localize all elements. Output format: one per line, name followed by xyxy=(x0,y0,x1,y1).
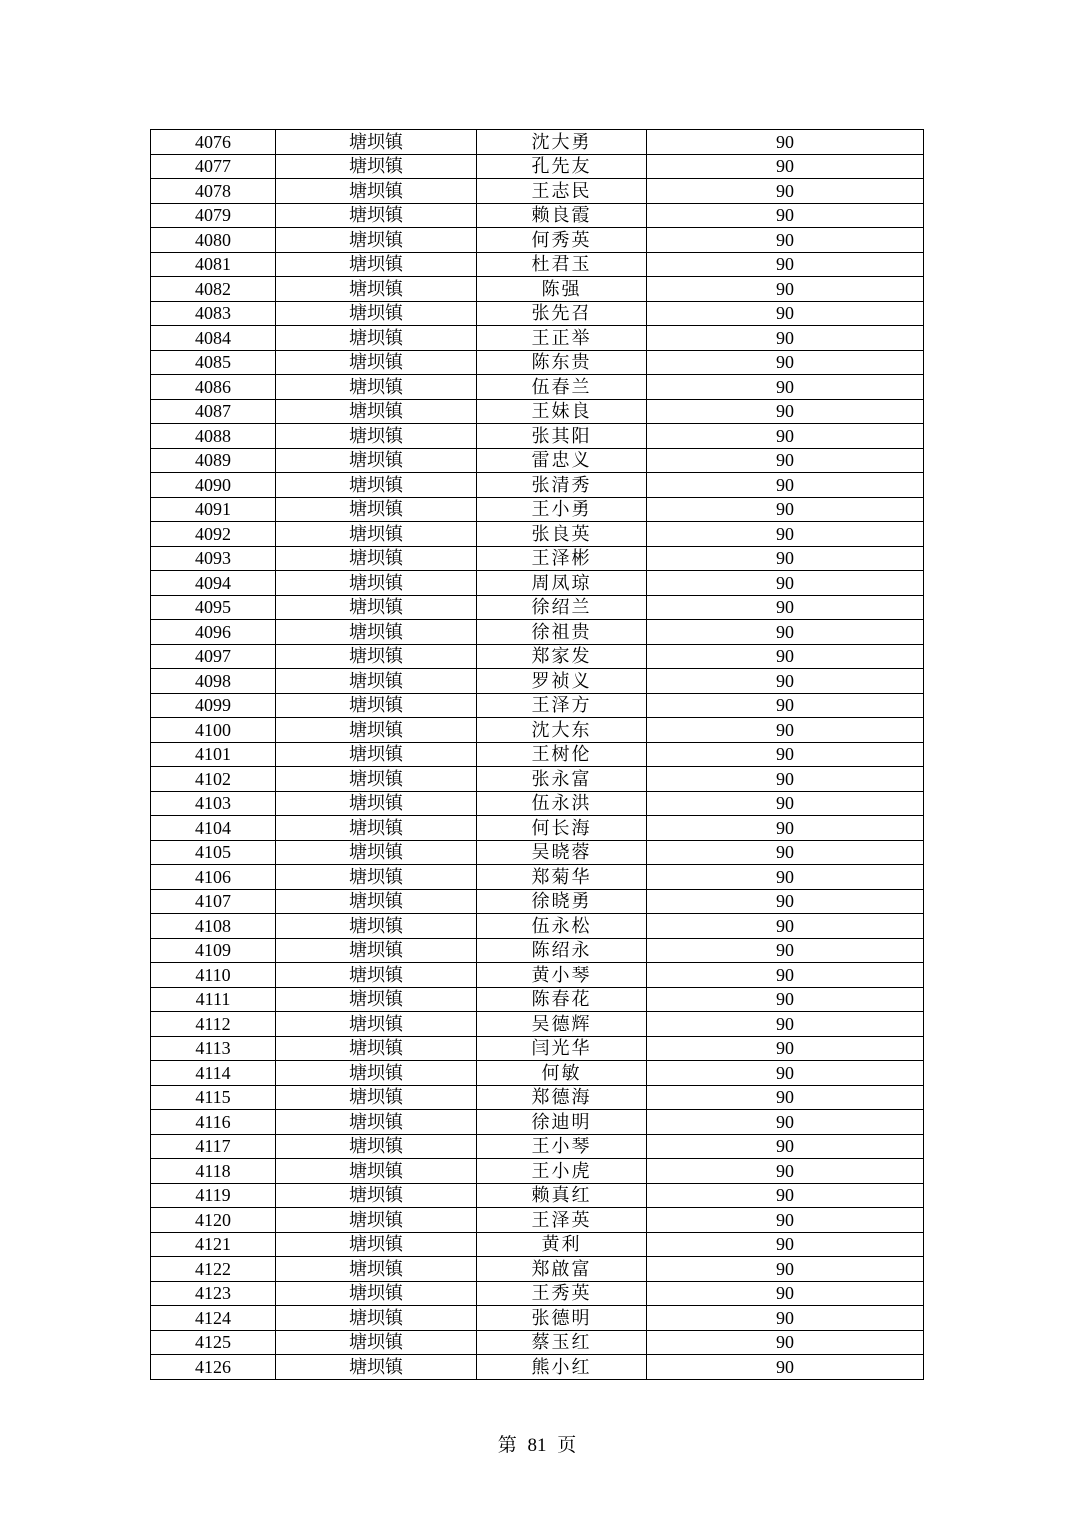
amount-cell: 90 xyxy=(647,742,924,767)
amount-cell: 90 xyxy=(647,203,924,228)
township-cell: 塘坝镇 xyxy=(276,1208,477,1233)
name-cell: 闫光华 xyxy=(477,1036,647,1061)
serial-number-cell: 4080 xyxy=(151,228,276,253)
page-label-prefix: 第 xyxy=(497,1435,517,1456)
township-cell: 塘坝镇 xyxy=(276,473,477,498)
amount-cell: 90 xyxy=(647,1257,924,1282)
township-cell: 塘坝镇 xyxy=(276,1355,477,1380)
name-cell: 吴晓蓉 xyxy=(477,840,647,865)
amount-cell: 90 xyxy=(647,522,924,547)
serial-number-cell: 4076 xyxy=(151,130,276,155)
table-row xyxy=(151,228,924,253)
table-row xyxy=(151,938,924,963)
table-row xyxy=(151,718,924,743)
table-row xyxy=(151,1036,924,1061)
name-cell: 张德明 xyxy=(477,1306,647,1331)
table-row xyxy=(151,473,924,498)
amount-cell: 90 xyxy=(647,767,924,792)
amount-cell: 90 xyxy=(647,693,924,718)
serial-number-cell: 4079 xyxy=(151,203,276,228)
amount-cell: 90 xyxy=(647,1208,924,1233)
township-cell: 塘坝镇 xyxy=(276,718,477,743)
table-row xyxy=(151,301,924,326)
name-cell: 徐迪明 xyxy=(477,1110,647,1135)
serial-number-cell: 4112 xyxy=(151,1012,276,1037)
name-cell: 赖良霞 xyxy=(477,203,647,228)
table-row xyxy=(151,1281,924,1306)
serial-number-cell: 4095 xyxy=(151,595,276,620)
name-cell: 王小虎 xyxy=(477,1159,647,1184)
township-cell: 塘坝镇 xyxy=(276,179,477,204)
township-cell: 塘坝镇 xyxy=(276,424,477,449)
serial-number-cell: 4122 xyxy=(151,1257,276,1282)
amount-cell: 90 xyxy=(647,1232,924,1257)
amount-cell: 90 xyxy=(647,1159,924,1184)
township-cell: 塘坝镇 xyxy=(276,375,477,400)
serial-number-cell: 4115 xyxy=(151,1085,276,1110)
table-row xyxy=(151,1110,924,1135)
table-row xyxy=(151,963,924,988)
name-cell: 王志民 xyxy=(477,179,647,204)
table-row xyxy=(151,1355,924,1380)
township-cell: 塘坝镇 xyxy=(276,1036,477,1061)
page-number: 81 xyxy=(527,1435,547,1456)
serial-number-cell: 4106 xyxy=(151,865,276,890)
serial-number-cell: 4098 xyxy=(151,669,276,694)
township-cell: 塘坝镇 xyxy=(276,1257,477,1282)
name-cell: 王泽彬 xyxy=(477,546,647,571)
amount-cell: 90 xyxy=(647,963,924,988)
serial-number-cell: 4096 xyxy=(151,620,276,645)
township-cell: 塘坝镇 xyxy=(276,1012,477,1037)
table-row xyxy=(151,1061,924,1086)
table-row xyxy=(151,179,924,204)
township-cell: 塘坝镇 xyxy=(276,571,477,596)
amount-cell: 90 xyxy=(647,840,924,865)
name-cell: 徐绍兰 xyxy=(477,595,647,620)
amount-cell: 90 xyxy=(647,1306,924,1331)
amount-cell: 90 xyxy=(647,938,924,963)
table-row xyxy=(151,1208,924,1233)
name-cell: 王泽英 xyxy=(477,1208,647,1233)
name-cell: 蔡玉红 xyxy=(477,1330,647,1355)
township-cell: 塘坝镇 xyxy=(276,1306,477,1331)
amount-cell: 90 xyxy=(647,424,924,449)
table-row xyxy=(151,742,924,767)
township-cell: 塘坝镇 xyxy=(276,1281,477,1306)
table-row xyxy=(151,816,924,841)
name-cell: 郑啟富 xyxy=(477,1257,647,1282)
table-row xyxy=(151,571,924,596)
township-cell: 塘坝镇 xyxy=(276,277,477,302)
name-cell: 沈大东 xyxy=(477,718,647,743)
table-row xyxy=(151,497,924,522)
name-cell: 何长海 xyxy=(477,816,647,841)
serial-number-cell: 4126 xyxy=(151,1355,276,1380)
table-row xyxy=(151,1330,924,1355)
table-row xyxy=(151,277,924,302)
amount-cell: 90 xyxy=(647,375,924,400)
serial-number-cell: 4086 xyxy=(151,375,276,400)
amount-cell: 90 xyxy=(647,987,924,1012)
name-cell: 杜君玉 xyxy=(477,252,647,277)
name-cell: 陈绍永 xyxy=(477,938,647,963)
amount-cell: 90 xyxy=(647,865,924,890)
name-cell: 伍永洪 xyxy=(477,791,647,816)
serial-number-cell: 4120 xyxy=(151,1208,276,1233)
township-cell: 塘坝镇 xyxy=(276,326,477,351)
serial-number-cell: 4119 xyxy=(151,1183,276,1208)
amount-cell: 90 xyxy=(647,399,924,424)
page-label-suffix: 页 xyxy=(557,1435,577,1456)
amount-cell: 90 xyxy=(647,1012,924,1037)
table-row xyxy=(151,987,924,1012)
name-cell: 王小琴 xyxy=(477,1134,647,1159)
amount-cell: 90 xyxy=(647,1355,924,1380)
serial-number-cell: 4084 xyxy=(151,326,276,351)
township-cell: 塘坝镇 xyxy=(276,1061,477,1086)
name-cell: 吴德辉 xyxy=(477,1012,647,1037)
name-cell: 何秀英 xyxy=(477,228,647,253)
name-cell: 郑家发 xyxy=(477,644,647,669)
serial-number-cell: 4114 xyxy=(151,1061,276,1086)
serial-number-cell: 4094 xyxy=(151,571,276,596)
serial-number-cell: 4124 xyxy=(151,1306,276,1331)
serial-number-cell: 4077 xyxy=(151,154,276,179)
amount-cell: 90 xyxy=(647,889,924,914)
table-row xyxy=(151,375,924,400)
township-cell: 塘坝镇 xyxy=(276,987,477,1012)
serial-number-cell: 4089 xyxy=(151,448,276,473)
serial-number-cell: 4117 xyxy=(151,1134,276,1159)
amount-cell: 90 xyxy=(647,497,924,522)
township-cell: 塘坝镇 xyxy=(276,914,477,939)
name-cell: 王小勇 xyxy=(477,497,647,522)
amount-cell: 90 xyxy=(647,791,924,816)
name-cell: 王泽方 xyxy=(477,693,647,718)
table-row xyxy=(151,840,924,865)
table-row xyxy=(151,791,924,816)
serial-number-cell: 4103 xyxy=(151,791,276,816)
table-row xyxy=(151,203,924,228)
amount-cell: 90 xyxy=(647,1036,924,1061)
township-cell: 塘坝镇 xyxy=(276,1183,477,1208)
serial-number-cell: 4078 xyxy=(151,179,276,204)
table-row xyxy=(151,767,924,792)
name-cell: 孔先友 xyxy=(477,154,647,179)
name-cell: 张良英 xyxy=(477,522,647,547)
serial-number-cell: 4113 xyxy=(151,1036,276,1061)
serial-number-cell: 4088 xyxy=(151,424,276,449)
serial-number-cell: 4091 xyxy=(151,497,276,522)
table-row xyxy=(151,693,924,718)
name-cell: 张永富 xyxy=(477,767,647,792)
serial-number-cell: 4125 xyxy=(151,1330,276,1355)
name-cell: 徐祖贵 xyxy=(477,620,647,645)
amount-cell: 90 xyxy=(647,301,924,326)
township-cell: 塘坝镇 xyxy=(276,620,477,645)
serial-number-cell: 4082 xyxy=(151,277,276,302)
table-row xyxy=(151,399,924,424)
amount-cell: 90 xyxy=(647,1134,924,1159)
amount-cell: 90 xyxy=(647,718,924,743)
township-cell: 塘坝镇 xyxy=(276,228,477,253)
amount-cell: 90 xyxy=(647,448,924,473)
amount-cell: 90 xyxy=(647,644,924,669)
amount-cell: 90 xyxy=(647,1330,924,1355)
name-cell: 黄小琴 xyxy=(477,963,647,988)
amount-cell: 90 xyxy=(647,1110,924,1135)
roster-table xyxy=(150,129,924,1380)
township-cell: 塘坝镇 xyxy=(276,889,477,914)
table-row xyxy=(151,1306,924,1331)
name-cell: 罗祯义 xyxy=(477,669,647,694)
township-cell: 塘坝镇 xyxy=(276,497,477,522)
table-row xyxy=(151,154,924,179)
name-cell: 陈强 xyxy=(477,277,647,302)
serial-number-cell: 4083 xyxy=(151,301,276,326)
name-cell: 王秀英 xyxy=(477,1281,647,1306)
township-cell: 塘坝镇 xyxy=(276,742,477,767)
table-row xyxy=(151,644,924,669)
table-row xyxy=(151,1257,924,1282)
serial-number-cell: 4107 xyxy=(151,889,276,914)
township-cell: 塘坝镇 xyxy=(276,154,477,179)
township-cell: 塘坝镇 xyxy=(276,522,477,547)
name-cell: 王树伦 xyxy=(477,742,647,767)
serial-number-cell: 4105 xyxy=(151,840,276,865)
amount-cell: 90 xyxy=(647,1183,924,1208)
township-cell: 塘坝镇 xyxy=(276,546,477,571)
serial-number-cell: 4087 xyxy=(151,399,276,424)
serial-number-cell: 4090 xyxy=(151,473,276,498)
serial-number-cell: 4121 xyxy=(151,1232,276,1257)
serial-number-cell: 4099 xyxy=(151,693,276,718)
name-cell: 张清秀 xyxy=(477,473,647,498)
name-cell: 熊小红 xyxy=(477,1355,647,1380)
township-cell: 塘坝镇 xyxy=(276,865,477,890)
table-row xyxy=(151,424,924,449)
name-cell: 陈东贵 xyxy=(477,350,647,375)
table-row xyxy=(151,1183,924,1208)
name-cell: 徐晓勇 xyxy=(477,889,647,914)
roster-table-body xyxy=(151,130,924,1380)
serial-number-cell: 4081 xyxy=(151,252,276,277)
table-row xyxy=(151,252,924,277)
name-cell: 沈大勇 xyxy=(477,130,647,155)
name-cell: 何敏 xyxy=(477,1061,647,1086)
township-cell: 塘坝镇 xyxy=(276,1232,477,1257)
township-cell: 塘坝镇 xyxy=(276,767,477,792)
name-cell: 王妹良 xyxy=(477,399,647,424)
name-cell: 王正举 xyxy=(477,326,647,351)
township-cell: 塘坝镇 xyxy=(276,938,477,963)
amount-cell: 90 xyxy=(647,1281,924,1306)
page-footer xyxy=(0,1430,1074,1457)
serial-number-cell: 4123 xyxy=(151,1281,276,1306)
amount-cell: 90 xyxy=(647,816,924,841)
amount-cell: 90 xyxy=(647,571,924,596)
amount-cell: 90 xyxy=(647,914,924,939)
name-cell: 黄利 xyxy=(477,1232,647,1257)
amount-cell: 90 xyxy=(647,252,924,277)
serial-number-cell: 4102 xyxy=(151,767,276,792)
township-cell: 塘坝镇 xyxy=(276,203,477,228)
table-row xyxy=(151,669,924,694)
township-cell: 塘坝镇 xyxy=(276,350,477,375)
township-cell: 塘坝镇 xyxy=(276,816,477,841)
table-row xyxy=(151,595,924,620)
serial-number-cell: 4116 xyxy=(151,1110,276,1135)
township-cell: 塘坝镇 xyxy=(276,1159,477,1184)
serial-number-cell: 4111 xyxy=(151,987,276,1012)
amount-cell: 90 xyxy=(647,620,924,645)
serial-number-cell: 4109 xyxy=(151,938,276,963)
serial-number-cell: 4104 xyxy=(151,816,276,841)
township-cell: 塘坝镇 xyxy=(276,840,477,865)
township-cell: 塘坝镇 xyxy=(276,1134,477,1159)
table-row xyxy=(151,1085,924,1110)
table-row xyxy=(151,914,924,939)
serial-number-cell: 4100 xyxy=(151,718,276,743)
serial-number-cell: 4092 xyxy=(151,522,276,547)
name-cell: 周凤琼 xyxy=(477,571,647,596)
name-cell: 郑菊华 xyxy=(477,865,647,890)
name-cell: 郑德海 xyxy=(477,1085,647,1110)
name-cell: 赖真红 xyxy=(477,1183,647,1208)
name-cell: 张先召 xyxy=(477,301,647,326)
township-cell: 塘坝镇 xyxy=(276,963,477,988)
serial-number-cell: 4118 xyxy=(151,1159,276,1184)
table-row xyxy=(151,350,924,375)
table-row xyxy=(151,522,924,547)
table-row xyxy=(151,326,924,351)
serial-number-cell: 4101 xyxy=(151,742,276,767)
amount-cell: 90 xyxy=(647,154,924,179)
table-row xyxy=(151,865,924,890)
township-cell: 塘坝镇 xyxy=(276,399,477,424)
table-row xyxy=(151,1159,924,1184)
township-cell: 塘坝镇 xyxy=(276,1085,477,1110)
table-row xyxy=(151,130,924,155)
township-cell: 塘坝镇 xyxy=(276,595,477,620)
township-cell: 塘坝镇 xyxy=(276,1110,477,1135)
name-cell: 伍永松 xyxy=(477,914,647,939)
amount-cell: 90 xyxy=(647,1061,924,1086)
amount-cell: 90 xyxy=(647,669,924,694)
amount-cell: 90 xyxy=(647,130,924,155)
township-cell: 塘坝镇 xyxy=(276,301,477,326)
amount-cell: 90 xyxy=(647,473,924,498)
township-cell: 塘坝镇 xyxy=(276,252,477,277)
township-cell: 塘坝镇 xyxy=(276,448,477,473)
name-cell: 张其阳 xyxy=(477,424,647,449)
township-cell: 塘坝镇 xyxy=(276,693,477,718)
name-cell: 伍春兰 xyxy=(477,375,647,400)
table-row xyxy=(151,546,924,571)
table-row xyxy=(151,889,924,914)
township-cell: 塘坝镇 xyxy=(276,130,477,155)
name-cell: 雷忠义 xyxy=(477,448,647,473)
table-row xyxy=(151,620,924,645)
township-cell: 塘坝镇 xyxy=(276,791,477,816)
serial-number-cell: 4110 xyxy=(151,963,276,988)
township-cell: 塘坝镇 xyxy=(276,644,477,669)
amount-cell: 90 xyxy=(647,1085,924,1110)
amount-cell: 90 xyxy=(647,595,924,620)
township-cell: 塘坝镇 xyxy=(276,669,477,694)
table-row xyxy=(151,1012,924,1037)
table-row xyxy=(151,448,924,473)
amount-cell: 90 xyxy=(647,546,924,571)
table-row xyxy=(151,1134,924,1159)
serial-number-cell: 4108 xyxy=(151,914,276,939)
serial-number-cell: 4097 xyxy=(151,644,276,669)
amount-cell: 90 xyxy=(647,179,924,204)
serial-number-cell: 4085 xyxy=(151,350,276,375)
amount-cell: 90 xyxy=(647,326,924,351)
serial-number-cell: 4093 xyxy=(151,546,276,571)
township-cell: 塘坝镇 xyxy=(276,1330,477,1355)
name-cell: 陈春花 xyxy=(477,987,647,1012)
table-row xyxy=(151,1232,924,1257)
amount-cell: 90 xyxy=(647,228,924,253)
amount-cell: 90 xyxy=(647,277,924,302)
amount-cell: 90 xyxy=(647,350,924,375)
